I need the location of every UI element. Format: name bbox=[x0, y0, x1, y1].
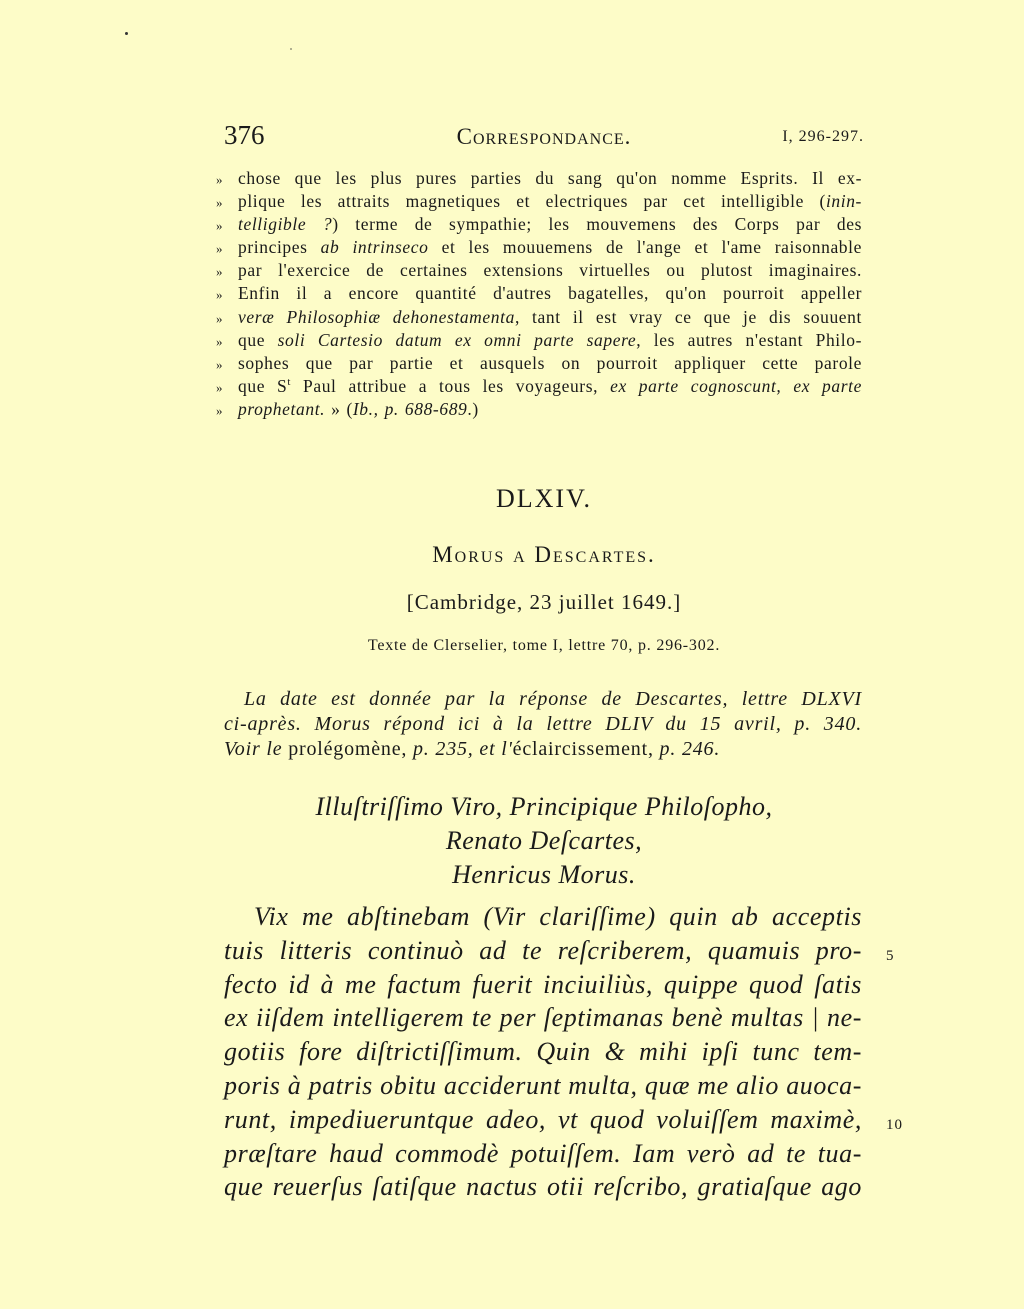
quote-mark: » bbox=[216, 333, 223, 349]
quote-text bbox=[238, 376, 862, 397]
quote-line bbox=[216, 214, 862, 237]
text-segment: Ib., p. 688-689 bbox=[352, 398, 468, 419]
page-number: 376 bbox=[224, 120, 265, 150]
quote-text bbox=[238, 307, 862, 328]
text-segment: plique les attraits magnetiques et electriques par cet intelligible ( bbox=[238, 191, 826, 212]
text-segment: inin- bbox=[825, 191, 862, 212]
latin-line: gotiis fore diſtrictiſſimum. Quin & mihi ipſi tunc tem- bbox=[224, 1037, 862, 1067]
letter-date: [Cambridge, 23 juillet 1649.] bbox=[406, 590, 682, 614]
text-segment: ex parte cognoscunt, ex parte bbox=[610, 375, 862, 396]
text-segment: , les autres n'estant Philo- bbox=[636, 329, 862, 350]
quote-line bbox=[216, 330, 862, 353]
text-segment: telligible ? bbox=[238, 214, 333, 235]
address-line: Illuſtriſſimo Viro, Principique Philoſopho, bbox=[315, 792, 773, 821]
quote-text bbox=[238, 260, 862, 281]
quote-mark: » bbox=[216, 310, 223, 326]
quote-text bbox=[238, 353, 862, 374]
quote-line bbox=[216, 353, 862, 376]
paper-speck bbox=[290, 48, 292, 50]
note-line bbox=[224, 738, 862, 763]
quote-text bbox=[238, 283, 862, 304]
letter-author: Morus a Descartes. bbox=[432, 542, 656, 567]
quote-text bbox=[238, 330, 862, 351]
quote-mark: » bbox=[216, 287, 223, 303]
page-reference: I, 296-297. bbox=[782, 128, 864, 145]
latin-line: ex iiſdem intelligerem te per ſeptimanas benè multas | ne- bbox=[224, 1003, 862, 1033]
quote-line bbox=[216, 399, 862, 422]
latin-line: fecto id à me factum fuerit inciuiliùs, quippe quod ſatis bbox=[224, 969, 862, 999]
text-segment: p. 246. bbox=[659, 738, 721, 760]
quote-line bbox=[216, 283, 862, 306]
note-line bbox=[224, 688, 862, 713]
text-segment: » ( bbox=[325, 398, 353, 419]
text-segment: soli Cartesio datum ex omni parte sapere bbox=[277, 329, 637, 350]
margin-line-number: 5 bbox=[886, 947, 895, 964]
quote-line bbox=[216, 191, 862, 214]
letter-body bbox=[224, 902, 862, 1206]
latin-line: præſtare haud commodè potuiſſem. Iam verò ad te tua- bbox=[224, 1138, 862, 1168]
text-segment: prophetant. bbox=[238, 398, 326, 419]
quote-text bbox=[238, 399, 862, 420]
text-segment: t bbox=[287, 376, 292, 389]
paper-speck bbox=[125, 32, 128, 35]
text-segment: et les mouuemens de l'ange et l'ame raisonnable bbox=[428, 237, 862, 258]
quoted-passage bbox=[216, 168, 862, 422]
quote-mark: » bbox=[216, 195, 223, 211]
text-segment: , tant il est vray ce que je dis souuent bbox=[514, 306, 862, 327]
quote-mark: » bbox=[216, 241, 223, 257]
margin-line-number: 10 bbox=[886, 1116, 903, 1133]
text-segment: principes bbox=[238, 237, 321, 258]
text-segment: ) terme de sympathie; les mouvemens des Corps par des bbox=[332, 214, 862, 235]
text-segment: veræ Philosophiæ dehonestamenta bbox=[238, 306, 515, 327]
text-segment: que bbox=[238, 329, 278, 350]
quote-line bbox=[216, 168, 862, 191]
quote-text bbox=[238, 214, 862, 235]
quote-text bbox=[238, 168, 862, 189]
quote-text bbox=[238, 191, 862, 212]
note-line bbox=[224, 713, 862, 738]
address-line: Henricus Morus. bbox=[452, 860, 636, 889]
text-segment: Paul attribue a tous les voyageurs, bbox=[291, 375, 611, 396]
quote-line bbox=[216, 307, 862, 330]
text-segment: p. 235, et l' bbox=[413, 738, 513, 760]
quote-mark: » bbox=[216, 402, 223, 418]
letter-number: DLXIV. bbox=[495, 484, 593, 513]
quote-mark: » bbox=[216, 172, 223, 187]
text-segment: éclaircissement, bbox=[512, 738, 660, 760]
quote-mark: » bbox=[216, 264, 223, 280]
letter-source: Texte de Clerselier, tome I, lettre 70, p. 296-302. bbox=[367, 637, 721, 654]
address-line: Renato Deſcartes, bbox=[445, 826, 643, 855]
text-segment: .) bbox=[467, 398, 479, 419]
text-segment: prolégomène, bbox=[288, 738, 413, 760]
quote-line bbox=[216, 260, 862, 283]
text-segment: ab intrinseco bbox=[320, 237, 429, 258]
latin-line: poris à patris obitu acciderunt multa, quæ me alio auoca- bbox=[224, 1070, 862, 1100]
page-header bbox=[224, 120, 864, 156]
text-segment: Enfin il a encore quantité d'autres bagatelles, qu'on pourroit appeller bbox=[238, 283, 862, 304]
quote-mark: » bbox=[216, 218, 223, 234]
text-segment: Voir le bbox=[224, 738, 289, 760]
text-segment: par l'exercice de certaines extensions virtuelles ou plutost imaginaires. bbox=[238, 260, 862, 281]
latin-line: tuis litteris continuò ad te reſcriberem, quamuis pro- bbox=[224, 935, 862, 965]
quote-line bbox=[216, 237, 862, 260]
running-title: Correspondance. bbox=[456, 124, 632, 149]
latin-line: que reuerſus ſatiſque nactus otii reſcribo, gratiaſque ago bbox=[224, 1172, 862, 1202]
editorial-note bbox=[224, 688, 862, 763]
text-segment: sophes que par partie et ausquels on pourroit appliquer cette parole bbox=[238, 352, 862, 373]
latin-line: Vix me abſtinebam (Vir clariſſime) quin ab acceptis bbox=[254, 902, 862, 931]
quote-line bbox=[216, 376, 862, 399]
latin-line: runt, impediueruntque adeo, vt quod voluiſſem maximè, bbox=[224, 1104, 862, 1134]
quote-mark: » bbox=[216, 356, 223, 372]
quote-text bbox=[238, 237, 862, 258]
quote-mark: » bbox=[216, 379, 223, 395]
text-segment: que S bbox=[238, 375, 288, 396]
text-segment: chose que les plus pures parties du sang qu'on nomme Esprits. Il ex- bbox=[238, 168, 862, 188]
text-segment: ci-après. Morus répond ici à la lettre DLIV du 15 avril, p. 340. bbox=[224, 713, 862, 735]
text-segment: La date est donnée par la réponse de Descartes, lettre DLXVI bbox=[244, 688, 862, 710]
